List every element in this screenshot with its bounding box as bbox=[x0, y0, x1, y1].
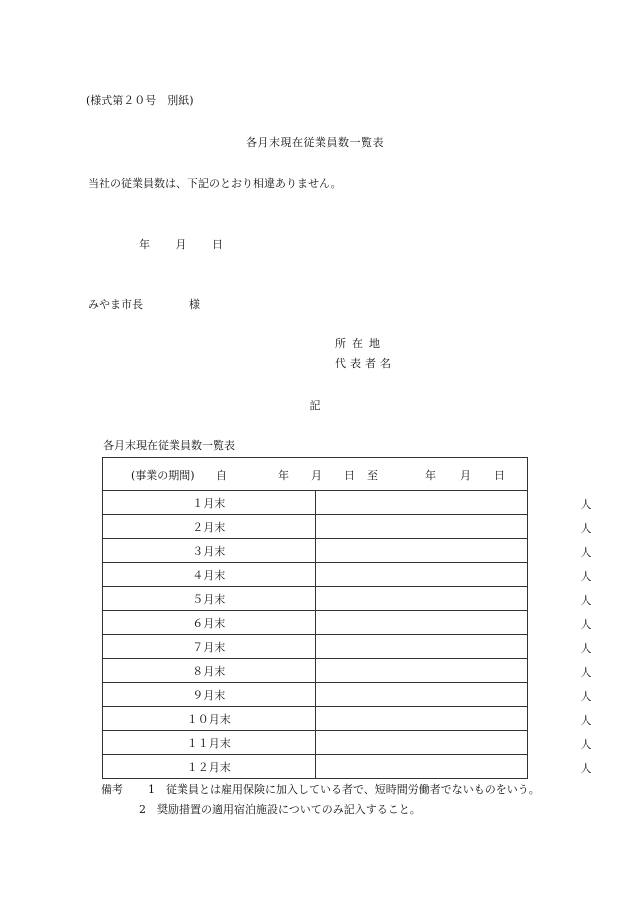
table-row bbox=[103, 491, 528, 515]
count-cell[interactable] bbox=[315, 659, 592, 683]
count-cell[interactable] bbox=[315, 611, 592, 635]
table-row bbox=[103, 563, 528, 587]
employee-count-table bbox=[102, 457, 592, 779]
notes-lead: 備考 bbox=[101, 783, 123, 796]
month-label: １月末 bbox=[103, 491, 316, 515]
date-month-label: 月 bbox=[175, 238, 187, 251]
address-label: 所在地 bbox=[335, 337, 386, 350]
table-row bbox=[103, 539, 528, 563]
note-number: 2 bbox=[139, 803, 146, 816]
month-label: ５月末 bbox=[103, 587, 316, 611]
unit-label: 人 bbox=[580, 642, 592, 655]
table-row bbox=[103, 707, 528, 731]
unit-label: 人 bbox=[580, 594, 592, 607]
unit-label: 人 bbox=[580, 618, 592, 631]
count-cell[interactable] bbox=[315, 515, 592, 539]
unit-label: 人 bbox=[580, 498, 592, 511]
month-label: ６月末 bbox=[103, 611, 316, 635]
table-row bbox=[103, 731, 528, 755]
period-from-day: 日 bbox=[344, 469, 355, 482]
table-caption: 各月末現在従業員数一覧表 bbox=[103, 439, 235, 452]
unit-label: 人 bbox=[580, 690, 592, 703]
unit-label: 人 bbox=[580, 714, 592, 727]
period-row bbox=[103, 458, 528, 491]
month-label: ４月末 bbox=[103, 563, 316, 587]
count-cell[interactable] bbox=[315, 563, 592, 587]
count-cell[interactable] bbox=[315, 539, 592, 563]
count-cell[interactable] bbox=[315, 707, 592, 731]
table-row bbox=[103, 611, 528, 635]
period-label: (事業の期間) bbox=[131, 469, 195, 482]
month-label: ８月末 bbox=[103, 659, 316, 683]
table-row bbox=[103, 635, 528, 659]
unit-label: 人 bbox=[580, 522, 592, 535]
month-label: ３月末 bbox=[103, 539, 316, 563]
date-line bbox=[139, 238, 223, 252]
count-cell[interactable] bbox=[315, 731, 592, 755]
note-item bbox=[139, 803, 421, 817]
form-number: (様式第２０号 別紙) bbox=[86, 94, 194, 107]
addressee bbox=[88, 298, 200, 312]
table-row bbox=[103, 755, 528, 779]
unit-label: 人 bbox=[580, 762, 592, 775]
addressee-name: みやま市長 bbox=[88, 298, 143, 311]
month-label: ９月末 bbox=[103, 683, 316, 707]
note-text: 従業員とは雇用保険に加入している者で、短時間労働者でないものをいう。 bbox=[166, 783, 540, 796]
period-to: 至 bbox=[367, 469, 378, 482]
period-from-month: 月 bbox=[311, 469, 322, 482]
period-to-day: 日 bbox=[494, 469, 505, 482]
note-item bbox=[148, 783, 540, 797]
month-label: １２月末 bbox=[103, 755, 316, 779]
table-row bbox=[103, 515, 528, 539]
table-row bbox=[103, 587, 528, 611]
date-year-label: 年 bbox=[139, 238, 150, 251]
month-label: ２月末 bbox=[103, 515, 316, 539]
period-from: 自 bbox=[216, 469, 227, 482]
period-cell bbox=[103, 458, 528, 491]
unit-label: 人 bbox=[580, 666, 592, 679]
period-to-month: 月 bbox=[460, 469, 471, 482]
note-number: 1 bbox=[148, 783, 155, 796]
period-to-year: 年 bbox=[425, 469, 436, 482]
date-day-label: 日 bbox=[212, 238, 223, 251]
count-cell[interactable] bbox=[315, 683, 592, 707]
table-row bbox=[103, 683, 528, 707]
table-row bbox=[103, 659, 528, 683]
period-from-year: 年 bbox=[278, 469, 289, 482]
month-label: １１月末 bbox=[103, 731, 316, 755]
addressee-honorific: 様 bbox=[189, 298, 200, 311]
representative-label: 代表者名 bbox=[335, 357, 395, 370]
month-label: １０月末 bbox=[103, 707, 316, 731]
count-cell[interactable] bbox=[315, 587, 592, 611]
count-cell[interactable] bbox=[315, 755, 592, 779]
count-cell[interactable] bbox=[315, 491, 592, 515]
unit-label: 人 bbox=[580, 546, 592, 559]
count-cell[interactable] bbox=[315, 635, 592, 659]
document-title: 各月末現在従業員数一覧表 bbox=[246, 136, 384, 149]
ki-marker: 記 bbox=[309, 399, 321, 412]
statement-text: 当社の従業員数は、下記のとおり相違ありません。 bbox=[88, 177, 342, 190]
unit-label: 人 bbox=[580, 570, 592, 583]
month-label: ７月末 bbox=[103, 635, 316, 659]
note-text: 奨励措置の適用宿泊施設についてのみ記入すること。 bbox=[157, 803, 421, 816]
unit-label: 人 bbox=[580, 738, 592, 751]
